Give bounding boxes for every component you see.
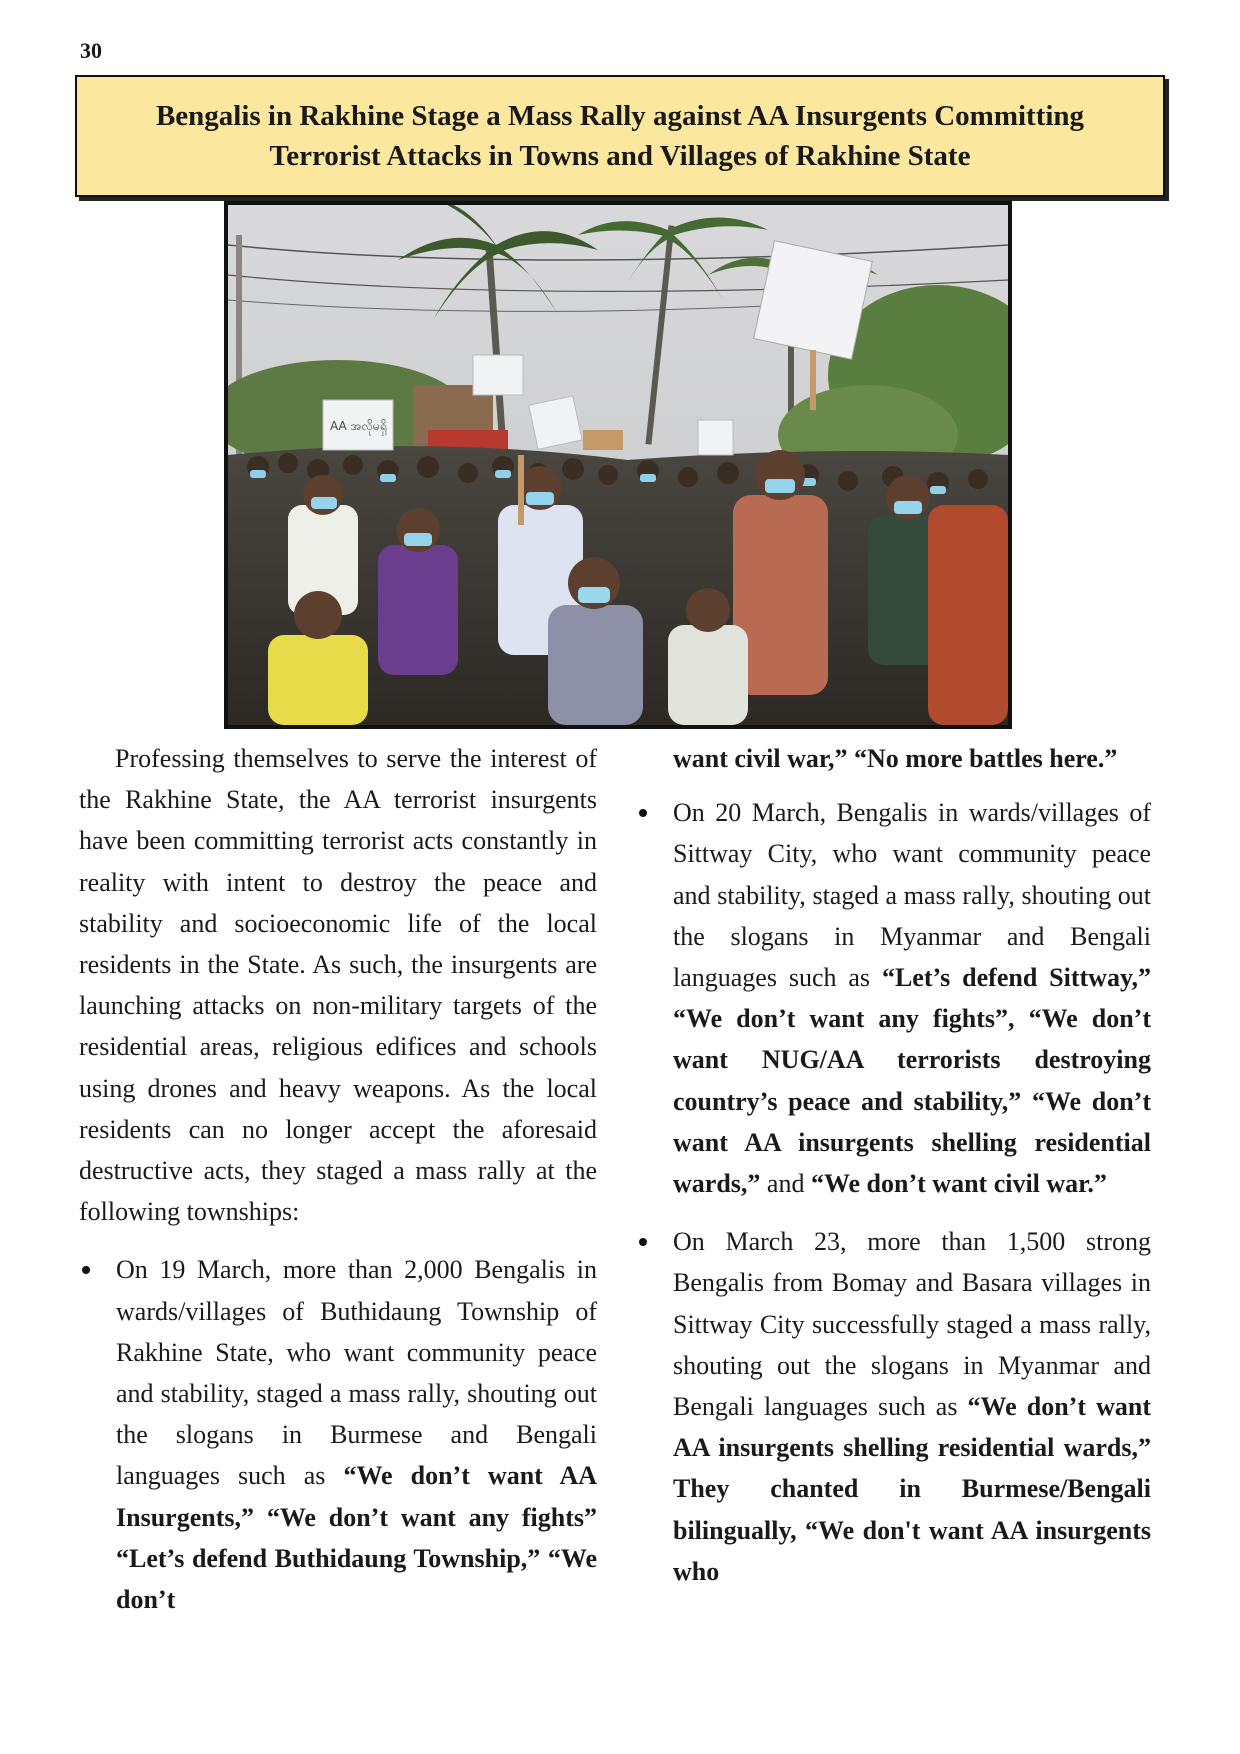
bullet-slogans: “We don’t want AA insurgents shelling residential wards,” They chanted in Burmese/Bengali bilingually, “We don't want AA insurgents who xyxy=(673,1392,1151,1586)
title-line-1: Bengalis in Rakhine Stage a Mass Rally against AA Insurgents Committing xyxy=(155,100,1085,132)
rally-photo xyxy=(224,201,1012,729)
title-box xyxy=(75,75,1165,197)
page-number: 30 xyxy=(80,38,102,63)
continued-slogans-bold: want civil war,” “No more battles here.” xyxy=(673,744,1118,773)
right-column xyxy=(636,738,1151,1592)
bullet-slogans: “We don’t want AA Insurgents,” “We don’t want any fights” “Let’s defend Buthidaung Township,” “We don’t xyxy=(116,1461,598,1615)
bullet-item-buthidaung xyxy=(79,1249,597,1620)
bullet-item-sittway-20-march xyxy=(636,792,1151,1204)
intro-paragraph: Professing themselves to serve the interest of the Rakhine State, the AA terrorist insurgents have been committing terrorist acts constantly in reality with intent to destroy the peace and stability and socioeconomic life of the local residents in the State. As such, the insurgents are launching attacks on non-military targets of the residential areas, religious edifices and schools using drones and heavy weapons. As the local residents can no longer accept the aforesaid destructive acts, they staged a mass rally at the following townships: xyxy=(79,744,597,1227)
title-line-2: Terrorist Attacks in Towns and Villages of Rakhine State xyxy=(269,140,971,172)
bullet-text: On March 23, more than 1,500 strong Bengalis from Bomay and Basara villages in Sittway City successfully staged a mass rally, shouting out the slogans in Myanmar and Bengali languages such as xyxy=(673,1227,1151,1422)
bullet-conjunction: and xyxy=(760,1169,811,1199)
rally-photo-illustration xyxy=(228,205,1008,725)
bullet-text: On 19 March, more than 2,000 Bengalis in wards/villages of Buthidaung Township of Rakhine State, who want community peace and stability, staged a mass rally, shouting out the slogans in Burmese and Bengali languages such as xyxy=(116,1255,597,1491)
bullet-list-right xyxy=(636,792,1151,1592)
placard-aa-text: AA အလိုမရှိ xyxy=(330,419,387,433)
bullet-item-sittway-23-march xyxy=(636,1221,1151,1592)
bullet-list-left xyxy=(79,1249,597,1620)
bullet-slogans: “Let’s defend Sittway,” “We don’t want any fights”, “We don’t want NUG/AA terrorists destroying country’s peace and stability,” “We don’t want AA insurgents shelling residential wards,” xyxy=(673,963,1152,1199)
left-column xyxy=(79,738,597,1620)
bullet-slogans-final: “We don’t want civil war.” xyxy=(810,1169,1107,1199)
page-title xyxy=(116,96,1124,176)
continued-slogans xyxy=(636,738,1151,779)
bullet-text: On 20 March, Bengalis in wards/villages of Sittway City, who want community peace and stability, staged a mass rally, shouting out the slogans in Myanmar and Bengali languages such as xyxy=(673,798,1151,993)
